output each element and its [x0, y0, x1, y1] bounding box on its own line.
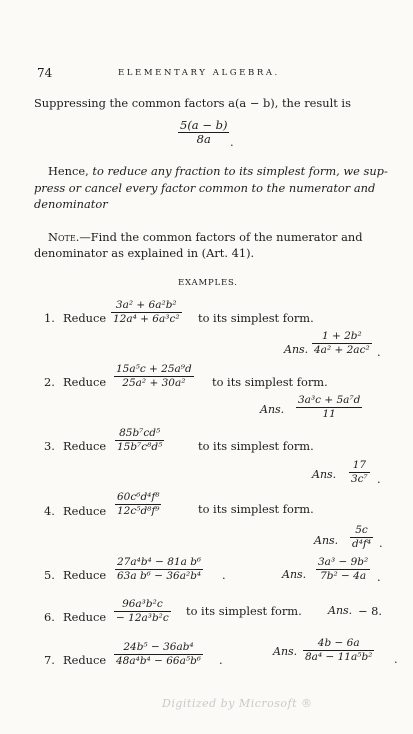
example-5-number: 5.: [44, 568, 55, 582]
example-5-ans-label: Ans.: [282, 568, 307, 581]
example-4-reduce: Reduce: [63, 504, 107, 518]
example-1-ans-label: Ans.: [284, 343, 309, 356]
fraction-numerator: 5c: [355, 524, 368, 536]
example-3-answer: [349, 459, 370, 486]
example-6-number: 6.: [44, 610, 55, 624]
note-label: Note.: [48, 230, 80, 244]
example-4-number: 4.: [44, 504, 55, 518]
example-2-reduce: Reduce: [63, 375, 107, 389]
example-7-ans-label: Ans.: [273, 645, 298, 658]
intro-line: Suppressing the common factors a(a − b), the result is: [34, 96, 351, 110]
fraction-numerator: 24b⁵ − 36ab⁴: [123, 641, 194, 653]
fraction-numerator: 3a² + 6a²b²: [115, 299, 177, 311]
fraction-numerator: 1 + 2b²: [321, 330, 362, 342]
example-1-answer: [312, 330, 372, 357]
running-title: ELEMENTARY ALGEBRA.: [118, 68, 280, 78]
example-2-tail: to its simplest form.: [212, 375, 328, 389]
fraction-numerator: 4b − 6a: [317, 637, 360, 649]
example-7-reduce: Reduce: [63, 653, 107, 667]
example-2-number: 2.: [44, 375, 55, 389]
example-2-answer: [296, 394, 362, 421]
example-4-fraction: [115, 491, 161, 518]
fraction-numerator: 15a⁵c + 25a⁹d: [116, 363, 192, 375]
fraction-numerator: 27a⁴b⁴ − 81a b⁶: [117, 556, 202, 568]
example-7-answer: [303, 637, 374, 664]
fraction-denominator: 4a² + 2ac²: [314, 344, 370, 356]
example-2-ans-label: Ans.: [260, 403, 285, 416]
example-5-ans-dot: .: [377, 570, 381, 584]
example-6-ans-value: − 8.: [358, 604, 383, 618]
fraction-denominator: 12a⁴ + 6a³c²: [113, 313, 180, 325]
fraction-denominator: 3c⁷: [351, 473, 368, 485]
example-6-reduce: Reduce: [63, 610, 107, 624]
intro-result-dot: .: [230, 135, 234, 149]
fraction-denominator: 48a⁴b⁴ − 66a⁵b⁶: [116, 655, 201, 667]
example-1-fraction: [111, 299, 182, 326]
example-5-answer: [316, 556, 370, 583]
example-1-ans-dot: .: [377, 345, 381, 359]
example-3-number: 3.: [44, 439, 55, 453]
example-2-fraction: [114, 363, 194, 390]
hence-rule-start: to reduce any fraction to its simplest form, we sup-: [92, 164, 388, 178]
fraction-numerator: 96a³b²c: [122, 598, 163, 610]
fraction-denominator: 8a⁴ − 11a⁵b²: [305, 651, 373, 663]
fraction-numerator: 85b⁷cd⁵: [119, 427, 161, 439]
example-3-ans-label: Ans.: [312, 468, 337, 481]
fraction-denominator: 8a: [178, 132, 229, 146]
hence-line-1: [48, 163, 388, 179]
example-1-number: 1.: [44, 311, 55, 325]
example-4-answer: [350, 524, 373, 551]
example-5-tail: .: [222, 568, 226, 582]
fraction-denominator: 12c⁵d⁸f⁹: [117, 505, 160, 517]
example-5-reduce: Reduce: [63, 568, 107, 582]
example-6-tail: to its simplest form.: [186, 604, 302, 618]
fraction-denominator: 15b⁷c⁸d⁵: [117, 441, 163, 453]
example-6-ans-label: Ans.: [328, 604, 353, 617]
fraction-denominator: 25a² + 30a²: [114, 376, 194, 390]
fraction-denominator: − 12a³b²c: [116, 612, 169, 624]
fraction-numerator: 3a³c + 5a⁷d: [298, 394, 361, 406]
example-6-fraction: [114, 598, 171, 625]
example-4-ans-label: Ans.: [314, 534, 339, 547]
example-3-fraction: [115, 427, 164, 454]
fraction-numerator: 17: [352, 459, 367, 471]
page-number: 74: [37, 66, 53, 80]
fraction-denominator: 7b² − 4a: [316, 569, 370, 583]
fraction-denominator: d⁴f⁴: [352, 538, 372, 550]
intro-result-fraction: [178, 119, 229, 146]
examples-heading: EXAMPLES.: [178, 278, 238, 288]
example-7-fraction: [114, 641, 203, 668]
fraction-denominator: 63a b⁶ − 36a²b⁴: [117, 570, 202, 582]
note-text: —Find the common factors of the numerator and: [79, 230, 363, 244]
hence-line-3: denominator: [34, 197, 108, 211]
example-5-fraction: [115, 556, 203, 583]
example-3-ans-dot: .: [377, 472, 381, 486]
digitization-watermark: Digitized by Microsoft ®: [162, 697, 313, 710]
fraction-numerator: 60c⁶d⁴f⁸: [117, 491, 160, 503]
example-4-ans-dot: .: [379, 536, 383, 550]
example-4-tail: to its simplest form.: [198, 502, 314, 516]
example-7-ans-dot: .: [394, 652, 398, 666]
note-line-1: [48, 229, 363, 245]
example-7-number: 7.: [44, 653, 55, 667]
example-3-tail: to its simplest form.: [198, 439, 314, 453]
example-1-tail: to its simplest form.: [198, 311, 314, 325]
hence-word: Hence,: [48, 164, 89, 178]
note-line-2: denominator as explained in (Art. 41).: [34, 246, 255, 260]
fraction-denominator: 11: [296, 407, 362, 421]
fraction-numerator: 5(a − b): [180, 118, 228, 132]
example-1-reduce: Reduce: [63, 311, 107, 325]
hence-line-2: press or cancel every factor common to the numerator and: [34, 181, 376, 195]
fraction-numerator: 3a³ − 9b²: [318, 556, 369, 568]
example-7-tail: .: [219, 653, 223, 667]
example-3-reduce: Reduce: [63, 439, 107, 453]
